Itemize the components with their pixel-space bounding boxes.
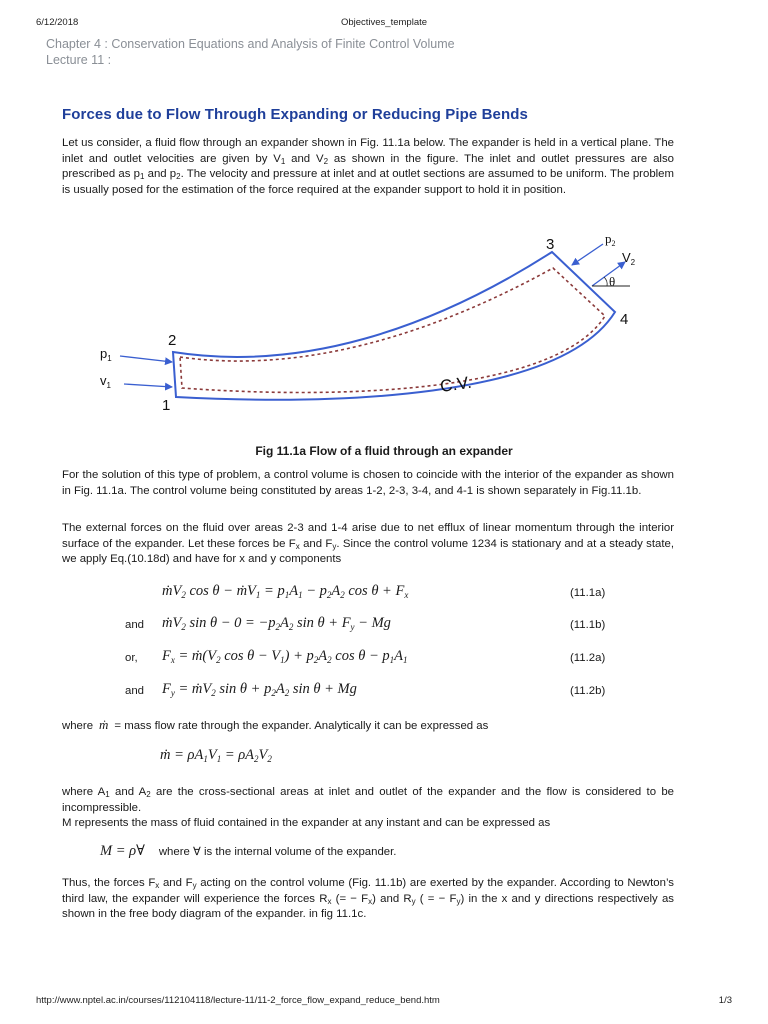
point-label-4: 4 (620, 311, 629, 328)
point-label-2: 2 (168, 332, 177, 349)
equation-11-2b: $F_y$ = ṁV$_2$ $\sin \theta + p_2A_2$ sin θ + Mg (162, 681, 357, 698)
equation-prefix: and (125, 685, 145, 697)
lecture-title: Lecture 11 : (46, 53, 112, 67)
equation-row-11-2a (62, 648, 682, 670)
equation-number: (11.1a) (570, 587, 606, 599)
equation-11-1a: ṁV$_2$ cos θ − ṁV$_1$ = $p_1A_1 - p_2A_2$ $\cos \theta + F_x$ (162, 583, 409, 600)
equation-row-11-2b (62, 681, 682, 703)
print-header (0, 17, 768, 31)
inlet-velocity-arrow (124, 384, 172, 387)
equation-number: (11.2a) (570, 652, 606, 664)
outlet-velocity-label: $V_2$ (622, 250, 636, 267)
inlet-pressure-arrow (120, 356, 172, 362)
page-url[interactable]: http://www.nptel.ac.in/courses/112104118/lecture-11/11-2_force_flow_expand_reduce_bend.htm (36, 995, 440, 1006)
equation-11-2a: $F_x$ = $ṁ(V_2$ $\cos \theta - V_1) + p_2A_2$ $\cos \theta - p_1A_1$ (162, 648, 408, 665)
equation-row-11-1b (62, 615, 682, 637)
equation-row-11-1a (62, 583, 682, 605)
point-label-1: 1 (162, 397, 171, 414)
forces-paragraph: The external forces on the fluid over areas 2-3 and 1-4 arise due to net efflux of linear momentum through the interior surface of the expander. Let these forces be $F_x$ and $F_y$. Since the control volume 1234 is stationary and at a steady state, we apply Eq.(10.18d) and have for x and y components (62, 522, 675, 565)
volume-note: where ∀ is the internal volume of the expander. (158, 846, 397, 858)
mass-flow-definition: where ṁ = mass flow rate through the expander. Analytically it can be expressed as (62, 717, 489, 732)
figure-caption: Fig 11.1a Flow of a fluid through an expander (255, 444, 513, 458)
equation-11-1b: ṁV$_2$ $\sin \theta - 0 = -p_2A_2$ $\sin \theta + F_y - Mg$ (162, 615, 391, 632)
breadcrumb (46, 36, 455, 68)
mass-paragraph: M represents the mass of fluid contained in the expander at any instant and can be expressed as (62, 817, 551, 829)
intro-paragraph: Let us consider, a fluid flow through an expander shown in Fig. 11.1a below. The expander is held in a vertical plane. The inlet and outlet velocities are given by $V_1$ and $V_2$ as shown in the figure. The inlet and outlet pressures are also prescribed as $p_1$ and $p_2$. The velocity and pressure at inlet and at outlet sections are assumed to be uniform. The problem is usually posed for the estimation of the force required at the expander support to hold it in position. (62, 137, 675, 196)
print-date: 6/12/2018 (36, 17, 79, 28)
inlet-pressure-label: $p_1$ (100, 346, 112, 363)
expander-diagram (90, 232, 650, 417)
equation-prefix: and (125, 619, 145, 631)
equation-number: (11.2b) (570, 685, 606, 697)
print-title: Objectives_template (340, 17, 428, 28)
areas-paragraph: where $A_1$ and $A_2$ are the cross-sectional areas at inlet and outlet of the expander and the flow is considered to be incompressible. (62, 786, 674, 814)
theta-label: θ (609, 274, 616, 289)
inlet-velocity-label: $v_1$ (100, 373, 111, 390)
mass-equation: M = ρ∀ (100, 843, 145, 859)
page-number: 1/3 (718, 995, 732, 1006)
equation-number: (11.1b) (570, 619, 606, 631)
outlet-pressure-label: $p_2$ (605, 232, 616, 248)
equation-prefix: or, (125, 652, 138, 664)
outlet-pressure-arrow (572, 244, 603, 265)
newton-paragraph: Thus, the forces $F_x$ and $F_y$ acting on the control volume (Fig. 11.1b) are exerted by the expander. According to Newton’s third law, the expander will experience the forces $R_x$ (= − $F_x$) and $R_y$ ( = − $F_y$) in the x and y directions respectively as shown in the free body diagram of the expander. in fig 11.1c. (62, 877, 674, 920)
theta-arc (604, 277, 607, 286)
mdot-symbol: ṁ (99, 717, 109, 732)
chapter-title: Chapter 4 : Conservation Equations and Analysis of Finite Control Volume (46, 37, 455, 51)
solution-paragraph: For the solution of this type of problem, a control volume is chosen to coincide with the interior of the expander as shown in Fig. 11.1a. The control volume being constituted by areas 1-2, 2-3, 3-4, and 4-1 is shown separately in Fig.11.1b. (62, 469, 674, 497)
mass-flow-equation: ṁ = $\rho A_1V_1 = \rho A_2V_2$ (160, 747, 272, 764)
expander-wall (173, 252, 615, 400)
volume-row (100, 843, 396, 860)
control-volume-label: C.V. (438, 372, 473, 396)
point-label-3: 3 (546, 236, 555, 253)
section-title: Forces due to Flow Through Expanding or Reducing Pipe Bends (62, 106, 528, 123)
